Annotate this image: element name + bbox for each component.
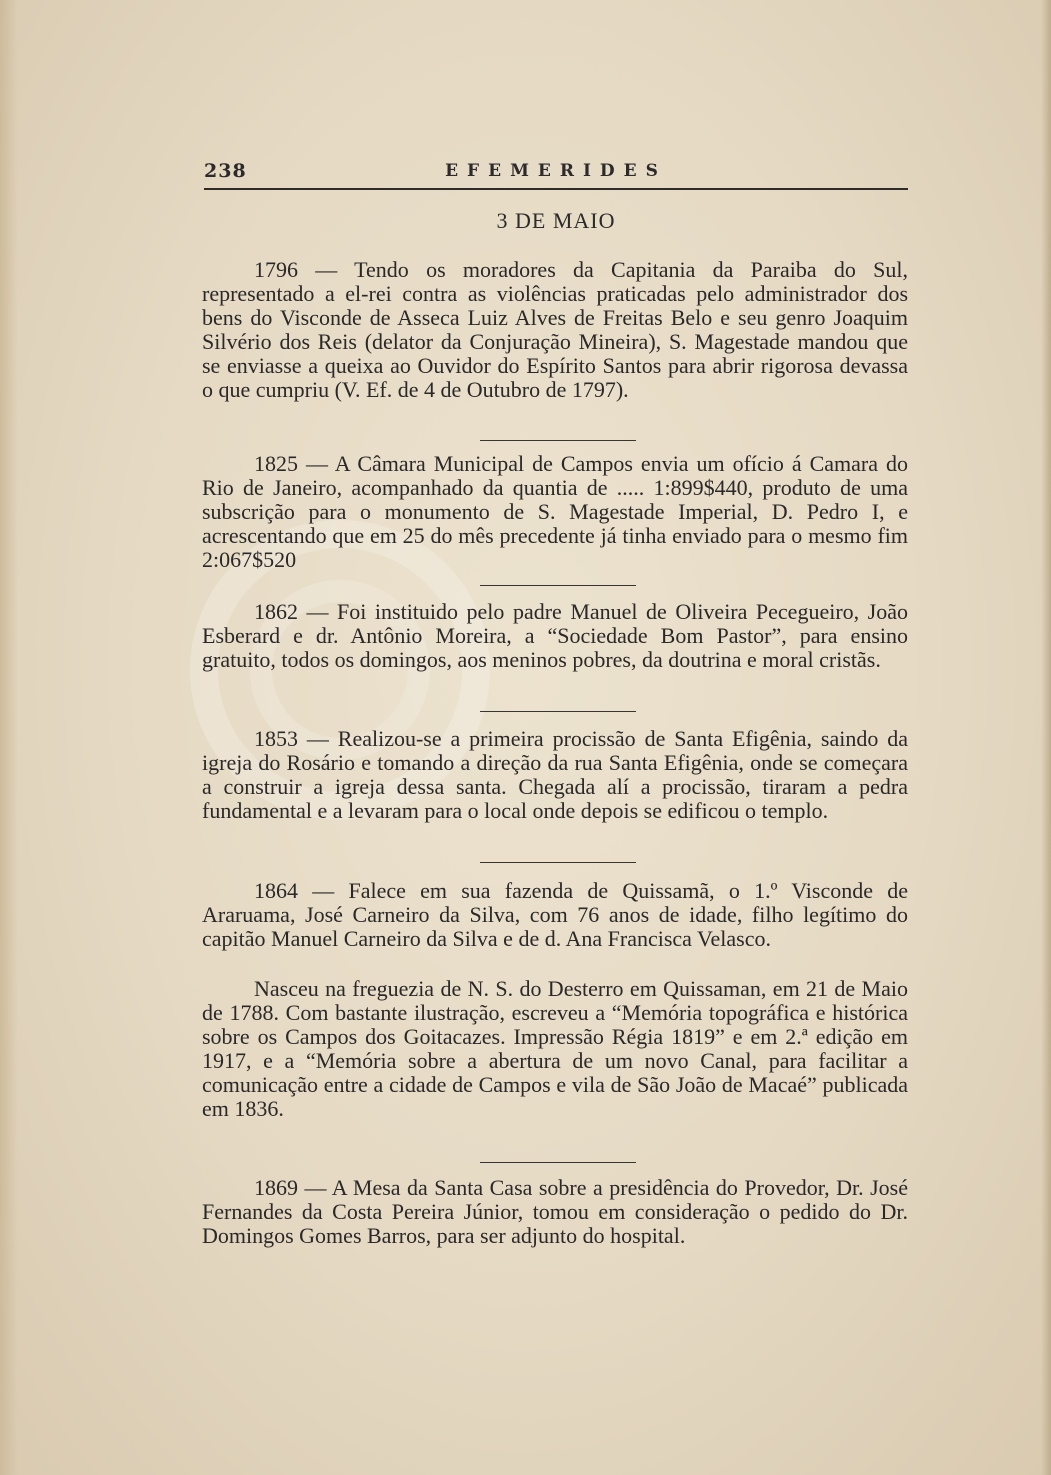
page-number: 238 (204, 160, 247, 182)
entry-1825: 1825 — A Câmara Municipal de Campos envia um ofício á Camara do Rio de Janeiro, acompanhado da quantia de ..... 1:899$440, produto de uma subscrição para o monumento de S. Magestade Imperial, D. Pedro I, e acrescentando que em 25 do mês precedente já tinha enviado para o mesmo fim 2:067$520 (202, 451, 908, 572)
section-divider (480, 440, 636, 441)
entry-1862: 1862 — Foi instituido pelo padre Manuel de Oliveira Pecegueiro, João Esberard e dr. Antônio Moreira, a “Sociedade Bom Pastor”, para ensino gratuito, todos os domingos, aos meninos pobres, da doutrina e moral cristãs. (202, 599, 908, 672)
page-edge-shadow-right (1041, 0, 1051, 1475)
section-divider (480, 711, 636, 712)
entry-1869: 1869 — A Mesa da Santa Casa sobre a presidência do Provedor, Dr. José Fernandes da Costa Pereira Júnior, tomou em consideração o pedido do Dr. Domingos Gomes Barros, para ser adjunto do hospital. (202, 1175, 908, 1248)
page-header (204, 158, 908, 190)
entry-1864: 1864 — Falece em sua fazenda de Quissamã, o 1.º Visconde de Araruama, José Carneiro da Silva, com 76 anos de idade, filho legítimo do capitão Manuel Carneiro da Silva e de d. Ana Francisca Velasco. (202, 878, 908, 951)
entry-1796: 1796 — Tendo os moradores da Capitania da Paraiba do Sul, representado a el-rei contra as violências praticadas pelo administrador dos bens do Visconde de Asseca Luiz Alves de Freitas Belo e seu genro Joaquim Silvério dos Reis (delator da Conjuração Mineira), S. Magestade mandou que se enviasse a queixa ao Ouvidor do Espírito Santos para abrir rigorosa devassa o que cumpriu (V. Ef. de 4 de Outubro de 1797). (202, 257, 908, 402)
page-edge-shadow-left (0, 0, 18, 1475)
entry-1853: 1853 — Realizou-se a primeira procissão de Santa Efigênia, saindo da igreja do Rosário e tomando a direção da rua Santa Efigênia, onde se começara a construir a igreja dessa santa. Chegada alí a procissão, tiraram a pedra fundamental e a levaram para o local onde depois se edificou o templo. (202, 726, 908, 823)
section-divider (480, 585, 636, 586)
date-heading: 3 DE MAIO (496, 208, 616, 233)
running-title: EFEMERIDES (445, 161, 667, 181)
section-divider (480, 1162, 636, 1163)
entry-1864-continuation: Nasceu na freguezia de N. S. do Desterro em Quissaman, em 21 de Maio de 1788. Com bastante ilustração, escreveu a “Memória topográfica e histórica sobre os Campos dos Goitacazes. Impressão Régia 1819” e em 2.ª edição em 1917, e a “Memória sobre a abertura de um novo Canal, para facilitar a comunicação entre a cidade de Campos e vila de São João de Macaé” publicada em 1836. (202, 976, 908, 1121)
section-divider (480, 862, 636, 863)
